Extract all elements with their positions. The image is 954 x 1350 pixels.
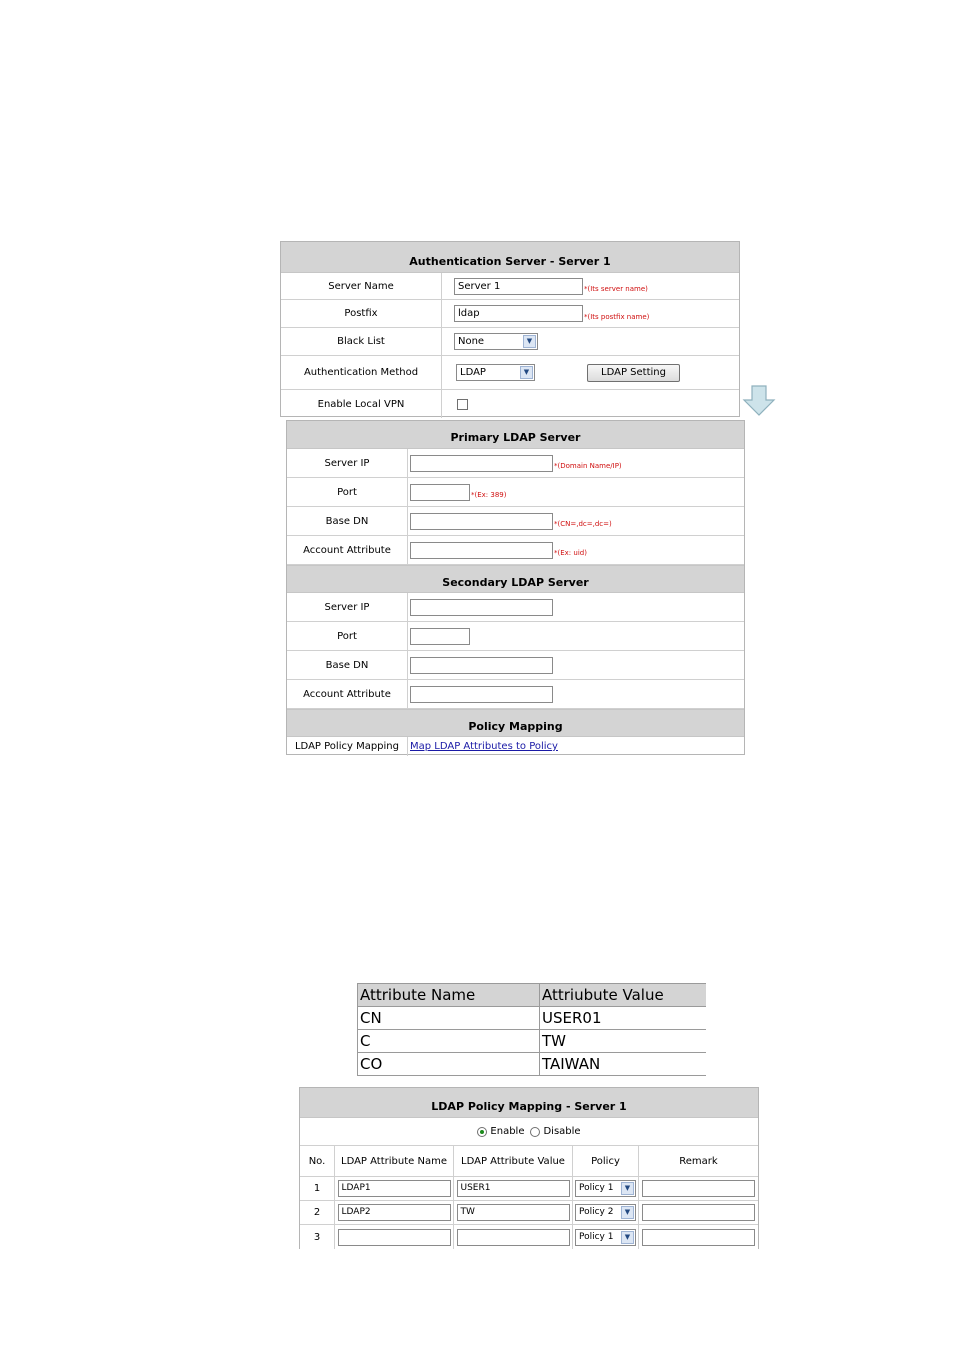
chevron-down-icon: ▼ <box>621 1206 634 1219</box>
primary-server-ip-input[interactable] <box>410 455 553 472</box>
server-name-input[interactable]: Server 1 <box>454 278 583 295</box>
enable-local-vpn-row <box>281 390 739 418</box>
server-name-hint: *(Its server name) <box>584 285 648 293</box>
policy-table-header <box>300 1146 758 1177</box>
policy-mapping-title: Policy Mapping <box>287 709 744 737</box>
secondary-ldap-title: Secondary LDAP Server <box>287 565 744 593</box>
enable-radio[interactable] <box>477 1127 487 1137</box>
primary-base-dn-hint: *(CN=,dc=,dc=) <box>554 520 612 528</box>
primary-account-attr-label: Account Attribute <box>287 536 408 564</box>
primary-base-dn-input[interactable] <box>410 513 553 530</box>
attr-value-input[interactable]: TW <box>457 1204 570 1221</box>
primary-port-row <box>287 478 744 507</box>
policy-select[interactable] <box>575 1229 636 1246</box>
primary-base-dn-label: Base DN <box>287 507 408 535</box>
ldap-policy-mapping-panel <box>299 1087 759 1249</box>
attr-name-input[interactable]: LDAP1 <box>338 1180 451 1197</box>
auth-server-panel <box>280 241 740 417</box>
table-row <box>300 1201 758 1225</box>
row-no: 3 <box>300 1225 335 1249</box>
attribute-table <box>357 983 706 1076</box>
attr-value-input[interactable]: USER1 <box>457 1180 570 1197</box>
col-policy: Policy <box>573 1146 639 1176</box>
secondary-server-ip-input[interactable] <box>410 599 553 616</box>
black-list-value: None <box>458 336 485 347</box>
secondary-account-attr-row <box>287 680 744 709</box>
primary-server-ip-hint: *(Domain Name/IP) <box>554 462 622 470</box>
map-ldap-attributes-link[interactable]: Map LDAP Attributes to Policy <box>410 741 558 752</box>
primary-port-hint: *(Ex: 389) <box>471 491 507 499</box>
chevron-down-icon: ▼ <box>621 1182 634 1195</box>
remark-input[interactable] <box>642 1180 755 1197</box>
attribute-value-cell: TAIWAN <box>540 1053 706 1076</box>
enable-local-vpn-checkbox[interactable] <box>457 399 468 410</box>
attribute-name-cell: C <box>358 1030 540 1053</box>
primary-account-attr-row <box>287 536 744 565</box>
secondary-base-dn-label: Base DN <box>287 651 408 679</box>
auth-method-select[interactable] <box>456 364 535 381</box>
enable-local-vpn-label: Enable Local VPN <box>281 390 442 418</box>
secondary-server-ip-row <box>287 593 744 622</box>
disable-label: Disable <box>543 1126 581 1137</box>
primary-server-ip-label: Server IP <box>287 449 408 477</box>
server-name-row <box>281 273 739 300</box>
row-no: 1 <box>300 1177 335 1200</box>
policy-value: Policy 1 <box>579 1231 614 1242</box>
postfix-input[interactable]: ldap <box>454 305 583 322</box>
policy-value: Policy 1 <box>579 1183 614 1193</box>
secondary-port-label: Port <box>287 622 408 650</box>
remark-input[interactable] <box>642 1229 755 1246</box>
down-arrow-icon <box>742 385 776 417</box>
postfix-hint: *(Its postfix name) <box>584 312 650 321</box>
primary-ldap-title: Primary LDAP Server <box>287 421 744 449</box>
primary-account-attr-hint: *(Ex: uid) <box>554 549 587 557</box>
chevron-down-icon: ▼ <box>520 366 533 379</box>
black-list-row <box>281 328 739 356</box>
enable-disable-row <box>300 1118 758 1146</box>
secondary-account-attr-input[interactable] <box>410 686 553 703</box>
secondary-port-input[interactable] <box>410 628 470 645</box>
disable-radio[interactable] <box>530 1127 540 1137</box>
auth-method-row <box>281 356 739 390</box>
table-row <box>358 1053 706 1076</box>
table-row <box>358 1030 706 1053</box>
attr-name-input[interactable] <box>338 1229 451 1246</box>
table-row <box>300 1225 758 1249</box>
ldap-setting-button[interactable]: LDAP Setting <box>587 364 680 382</box>
attribute-value-cell: USER01 <box>540 1007 706 1030</box>
col-no: No. <box>300 1146 335 1176</box>
primary-port-label: Port <box>287 478 408 506</box>
attribute-value-cell: TW <box>540 1030 706 1053</box>
row-no: 2 <box>300 1201 335 1224</box>
ldap-policy-mapping-title: LDAP Policy Mapping - Server 1 <box>300 1088 758 1118</box>
attribute-name-cell: CN <box>358 1007 540 1030</box>
table-row <box>300 1177 758 1201</box>
col-attr-name: LDAP Attribute Name <box>335 1146 454 1176</box>
auth-server-title: Authentication Server - Server 1 <box>281 242 739 273</box>
primary-server-ip-row <box>287 449 744 478</box>
primary-port-input[interactable] <box>410 484 470 501</box>
remark-input[interactable] <box>642 1204 755 1221</box>
attr-value-input[interactable] <box>457 1229 570 1246</box>
primary-account-attr-input[interactable] <box>410 542 553 559</box>
black-list-select[interactable] <box>454 333 538 350</box>
ldap-server-panel <box>286 420 745 755</box>
attr-name-input[interactable]: LDAP2 <box>338 1204 451 1221</box>
policy-value: Policy 2 <box>579 1207 614 1217</box>
auth-method-label: Authentication Method <box>281 356 442 389</box>
postfix-label: Postfix <box>281 300 442 327</box>
attribute-table-header <box>358 984 706 1007</box>
server-name-label: Server Name <box>281 273 442 299</box>
primary-base-dn-row <box>287 507 744 536</box>
black-list-label: Black List <box>281 328 442 355</box>
secondary-server-ip-label: Server IP <box>287 593 408 621</box>
auth-method-value: LDAP <box>460 367 486 378</box>
enable-label: Enable <box>490 1126 525 1137</box>
policy-select[interactable] <box>575 1180 636 1197</box>
col-attr-value: LDAP Attribute Value <box>454 1146 573 1176</box>
policy-select[interactable] <box>575 1204 636 1221</box>
attribute-name-header: Attribute Name <box>358 984 540 1007</box>
policy-mapping-row <box>287 737 744 756</box>
chevron-down-icon: ▼ <box>523 335 536 348</box>
table-row <box>358 1007 706 1030</box>
secondary-port-row <box>287 622 744 651</box>
attribute-value-header: Attriubute Value <box>540 984 706 1007</box>
chevron-down-icon: ▼ <box>621 1231 634 1244</box>
secondary-base-dn-input[interactable] <box>410 657 553 674</box>
policy-mapping-label: LDAP Policy Mapping <box>287 737 408 756</box>
attribute-name-cell: CO <box>358 1053 540 1076</box>
postfix-row <box>281 300 739 328</box>
secondary-base-dn-row <box>287 651 744 680</box>
col-remark: Remark <box>679 1155 718 1167</box>
secondary-account-attr-label: Account Attribute <box>287 680 408 708</box>
